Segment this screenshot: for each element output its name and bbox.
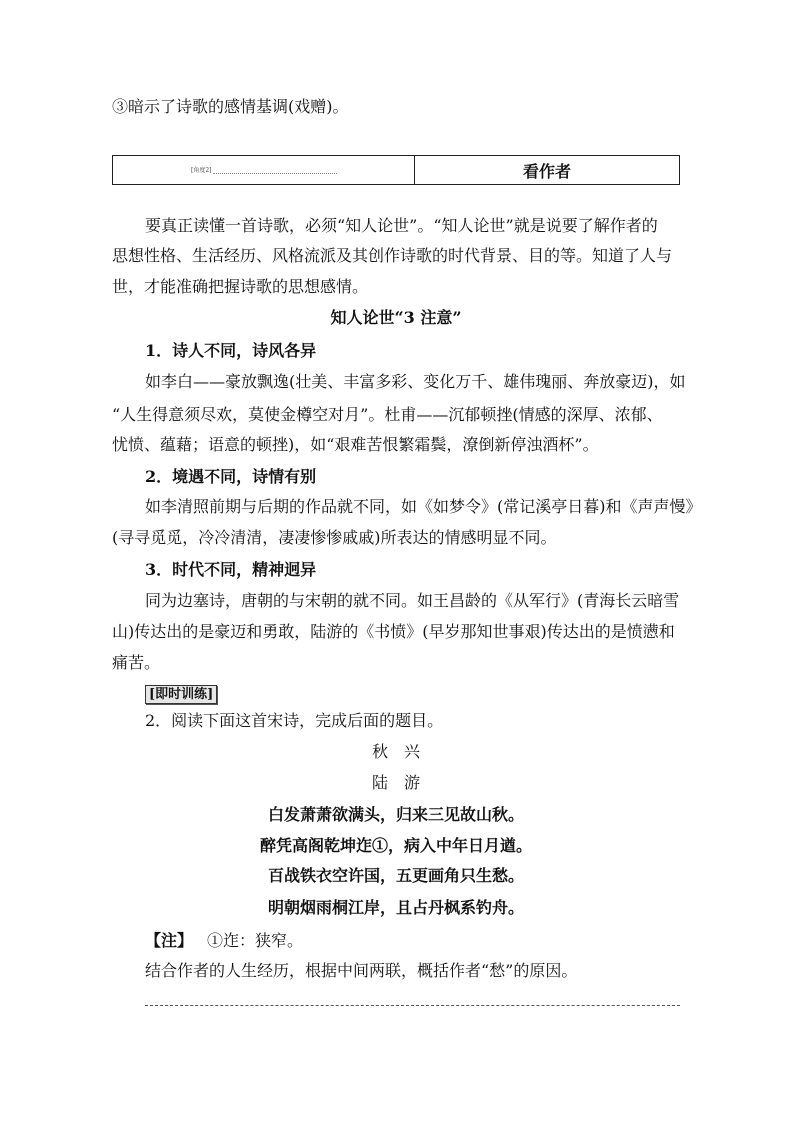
instant-training-tag: [即时训练] [145,685,217,704]
poem-line-1: 白发萧萧欲满头，归来三见故山秋。 [267,805,524,824]
point-3-line-3: 痛苦。 [112,653,161,672]
poem-line-4: 明朝烟雨桐江岸，且占丹枫系钓舟。 [267,898,524,917]
poem-title: 秋 兴 [371,742,420,761]
section-title: 看作者 [522,161,571,181]
poem-author: 陆 游 [371,773,420,792]
section-header-left-cell [113,156,415,184]
note-text: ①迮：狭窄。 [207,931,304,950]
paragraph-line-3: 世，才能准确把握诗歌的思想感情。 [112,277,369,296]
point-1-heading: 1．诗人不同，诗风各异 [145,341,317,360]
section-header-box [112,155,680,185]
paragraph-line-1: 要真正读懂一首诗歌，必须“知人论世”。“知人论世”就是说要了解作者的 [145,216,658,235]
point-1-line-2: “人生得意须尽欢，莫使金樽空对月”。杜甫——沉郁顿挫(情感的深厚、浓郁、 [112,405,663,424]
point-1-line-3: 忧愤、蕴藉；语意的顿挫)，如“艰难苦恨繁霜鬓，潦倒新停浊酒杯”。 [112,435,599,454]
note-label: 【注】 [145,931,194,950]
point-3-line-1: 同为边塞诗，唐朝的与宋朝的就不同。如王昌龄的《从军行》(青海长云暗雪 [145,591,680,610]
question-text: 结合作者的人生经历，根据中间两联，概括作者“愁”的原因。 [145,961,578,980]
point-1-line-1: 如李白——豪放飘逸(壮美、丰富多彩、变化万千、雄伟瑰丽、奔放豪迈)，如 [145,372,686,391]
point-2-line-1: 如李清照前期与后期的作品就不同，如《如梦令》(常记溪亭日暮)和《声声慢》 [145,497,702,516]
point-2-heading: 2．境遇不同，诗情有别 [145,467,317,486]
paragraph-line-2: 思想性格、生活经历、风格流派及其创作诗歌的时代背景、目的等。知道了人与 [112,246,673,265]
poem-line-2: 醉凭高阁乾坤迮①，病入中年日月遒。 [259,836,532,855]
dotted-divider [213,173,337,174]
answer-divider [145,1005,680,1006]
point-2-line-2: (寻寻觅觅，冷冷清清，凄凄惨惨戚戚)所表达的情感明显不同。 [112,528,557,547]
subheading: 知人论世“3 注意” [330,308,462,327]
point-3-line-2: 山)传达出的是豪迈和勇敢，陆游的《书愤》(早岁那知世事艰)传达出的是愤懑和 [112,622,675,641]
section-angle-label: [角度2] [191,167,212,174]
intro-line: ③暗示了诗歌的感情基调(戏赠)。 [112,97,349,116]
point-3-heading: 3．时代不同，精神迥异 [145,560,317,579]
poem-line-3: 百战铁衣空许国，五更画角只生愁。 [267,866,524,885]
annotation-note [145,931,303,951]
question-intro: 2．阅读下面这首宋诗，完成后面的题目。 [145,711,444,730]
